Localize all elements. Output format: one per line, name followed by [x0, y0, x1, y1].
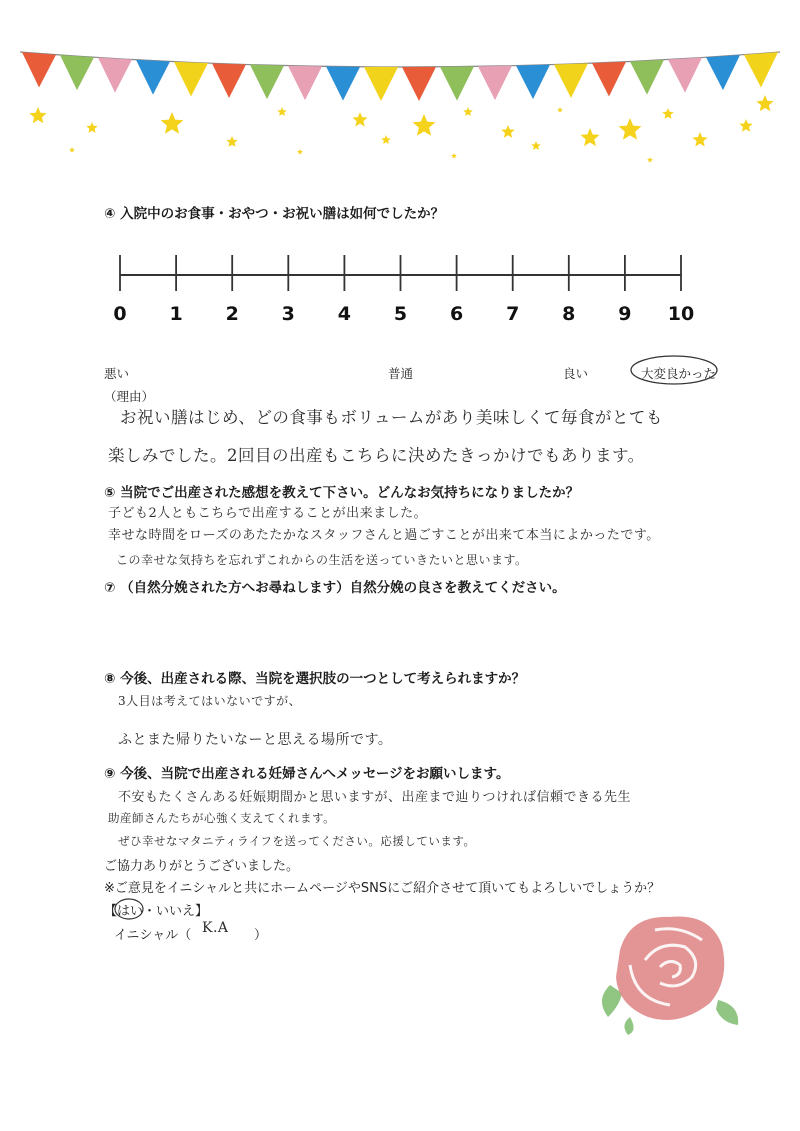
star-icon — [531, 141, 541, 150]
initial-label: イニシャル（ — [114, 928, 192, 943]
q9-answer-line-3: ぜひ幸せなマタニティライフを送ってください。応援しています。 — [118, 834, 476, 848]
bunting-flag — [174, 62, 208, 97]
scale-number: 3 — [281, 303, 295, 325]
scale-number: 8 — [562, 303, 576, 325]
bunting-flag — [440, 66, 474, 100]
star-icon — [352, 112, 367, 127]
star-icon — [557, 107, 563, 112]
bunting-flag — [516, 65, 550, 99]
q5-question: ⑤ 当院でご出産された感想を教えて下さい。どんなお気持ちになりましたか？ — [104, 485, 580, 501]
star-icon — [501, 125, 514, 138]
q9-question: ⑨ 今後、当院で出産される妊婦さんへメッセージをお願いします。 — [104, 766, 510, 782]
consent-options: 【はい・いいえ】 — [104, 904, 209, 919]
star-icon — [451, 153, 457, 158]
bunting-flag — [326, 66, 360, 100]
q8-answer-line-2: ふとまた帰りたいなーと思える場所です。 — [118, 732, 393, 748]
reason-line-1: お祝い膳はじめ、どの食事もボリュームがあり美味しくて毎食がとても — [120, 408, 663, 427]
scale-number: 1 — [169, 303, 183, 325]
star-icon — [581, 128, 600, 146]
scale-number: 5 — [393, 303, 408, 325]
consent-question: ※ご意見をイニシャルと共にホームページやSNSにご紹介させて頂いてもよろしいでしょうか？ — [104, 881, 661, 896]
bunting-flag — [250, 65, 284, 99]
scale-number: 0 — [113, 303, 127, 325]
scale-number: 4 — [337, 303, 351, 325]
star-icon — [739, 119, 752, 132]
bunting-flag — [592, 62, 626, 97]
bunting-flag — [212, 63, 246, 98]
star-icon — [277, 107, 287, 116]
consent-selection-circle — [112, 896, 146, 922]
scale-number: 2 — [225, 303, 239, 325]
bunting-flag — [22, 52, 56, 87]
rose-illustration — [590, 905, 750, 1040]
bunting-flag — [706, 55, 740, 90]
star-icon — [662, 108, 673, 119]
scale-number: 6 — [449, 303, 464, 325]
bunting-flag — [744, 52, 778, 87]
bunting-flag — [288, 66, 322, 100]
bunting-flag — [98, 58, 132, 93]
thanks-text: ご協力ありがとうございました。 — [104, 859, 300, 874]
q8-question: ⑧ 今後、出産される際、当院を選択肢の一つとして考えられますか？ — [104, 671, 526, 687]
bunting-flag — [668, 58, 702, 93]
star-icon — [463, 107, 473, 116]
selection-circle — [628, 353, 720, 387]
star-icon — [756, 95, 773, 111]
reason-label: （理由） — [104, 389, 155, 404]
q7-question: ⑦ （自然分娩された方へお尋ねします）自然分娩の良さを教えてください。 — [104, 580, 566, 596]
star-icon — [381, 135, 391, 144]
star-icon — [692, 132, 707, 147]
q9-answer-line-1: 不安もたくさんある妊娠期間かと思いますが、出産まで辿りつければ信頼できる先生 — [118, 790, 632, 805]
bunting-flag — [136, 60, 170, 95]
bunting-flag — [364, 67, 398, 101]
star-icon — [69, 147, 75, 152]
scale-number: 10 — [667, 303, 695, 325]
star-icon — [86, 122, 97, 133]
initial-value: K.A — [202, 920, 229, 936]
star-icon — [226, 136, 237, 147]
bunting-flag — [60, 55, 94, 90]
bunting-flag — [554, 63, 588, 98]
star-icon — [647, 157, 653, 162]
initial-close: ） — [254, 928, 268, 943]
label-normal: 普通 — [388, 366, 414, 381]
q5-answer-line-2: 幸せな時間をローズのあたたかなスタッフさんと過ごすことが出来て本当によかったです。 — [108, 528, 660, 543]
bunting-flag — [402, 67, 436, 101]
q8-answer-line-1: 3人目は考えてはいないですが、 — [118, 694, 302, 708]
star-icon — [413, 114, 436, 136]
label-bad: 悪い — [104, 366, 130, 381]
scale-number: 7 — [506, 303, 520, 325]
star-icon — [619, 118, 642, 140]
rating-scale — [100, 245, 710, 295]
scale-number: 9 — [618, 303, 632, 325]
q4-question: ④ 入院中のお食事・おやつ・お祝い膳は如何でしたか？ — [104, 206, 445, 222]
star-icon — [297, 149, 303, 154]
q9-answer-line-2: 助産師さんたちが心強く支えてくれます。 — [108, 811, 336, 825]
bunting-flag — [478, 66, 512, 100]
star-icon — [29, 107, 46, 123]
star-icon — [161, 112, 184, 134]
reason-line-2: 楽しみでした。2回目の出産もこちらに決めたきっかけでもあります。 — [108, 446, 645, 465]
label-good: 良い — [563, 366, 589, 381]
label-very-good: 大変良かった — [641, 366, 717, 381]
bunting-flag — [630, 60, 664, 95]
q5-answer-line-3: この幸せな気持ちを忘れずこれからの生活を送っていきたいと思います。 — [116, 553, 528, 567]
bunting-banner — [0, 0, 800, 175]
q5-answer-line-1: 子ども2人ともこちらで出産することが出来ました。 — [108, 506, 428, 521]
